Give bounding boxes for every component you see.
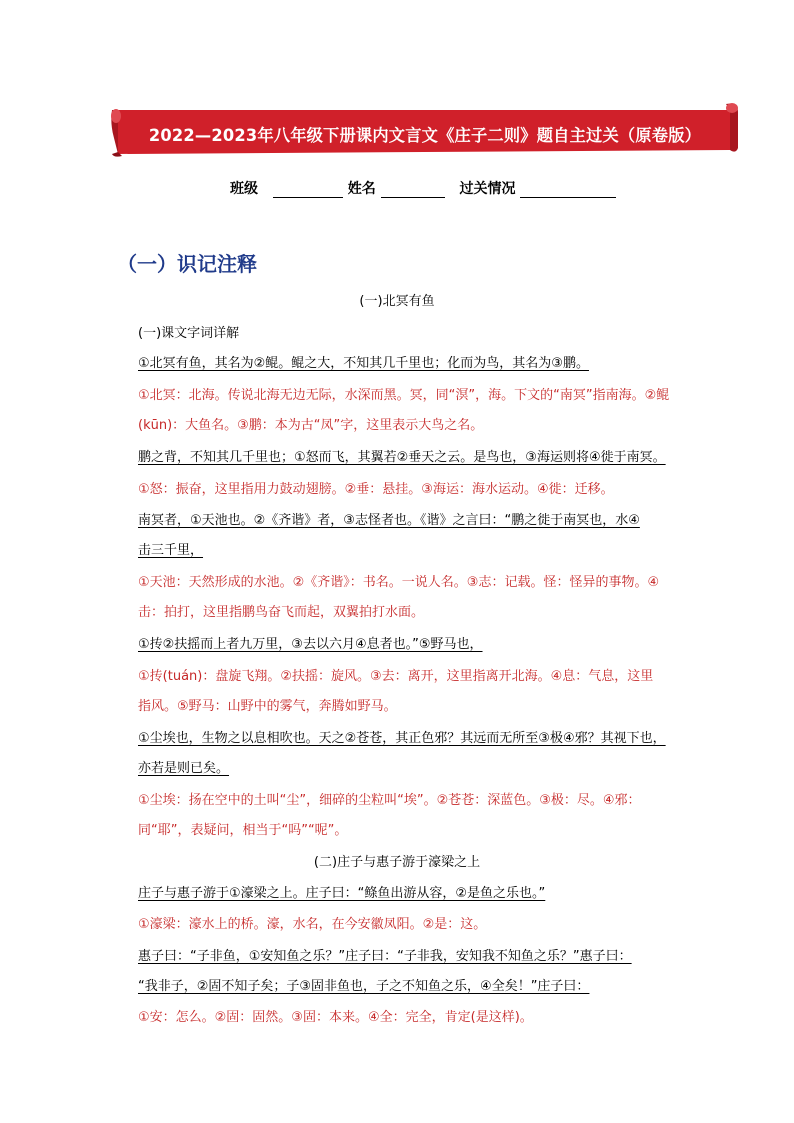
note-line: ①抟(tuán)：盘旋飞翔。②扶摇：旋风。③去：离开，这里指离开北海。④息：气息，这里 bbox=[138, 669, 654, 684]
status-blank[interactable] bbox=[520, 183, 616, 198]
title-banner bbox=[110, 102, 740, 158]
text-line: 击三千里， bbox=[138, 543, 204, 558]
note-line: 击：拍打，这里指鹏鸟奋飞而起，双翼拍打水面。 bbox=[138, 605, 425, 620]
text-line: 庄子与惠子游于①濠梁之上。庄子曰：“鲦鱼出游从容，②是鱼之乐也。” bbox=[138, 886, 546, 901]
text-line: ①尘埃也，生物之以息相吹也。天之②苍苍，其正色邪？其远而无所至③极④邪？其视下也， bbox=[138, 731, 666, 746]
part2-title: (二)庄子与惠子游于濠梁之上 bbox=[313, 855, 481, 870]
status-label: 过关情况 bbox=[459, 181, 516, 197]
note-line: (kūn)：大鱼名。③鹏：本为古“凤”字，这里表示大鸟之名。 bbox=[138, 418, 484, 433]
text-line: ①北冥有鱼，其名为②鲲。鲲之大，不知其几千里也；化而为鸟，其名为③鹏。 bbox=[138, 356, 589, 371]
note-line: ①怒：振奋，这里指用力鼓动翅膀。②垂：悬挂。③海运：海水运动。④徙：迁移。 bbox=[138, 482, 614, 497]
class-blank[interactable] bbox=[273, 183, 343, 198]
note-line: ①濠梁：濠水上的桥。濠，水名，在今安徽凤阳。②是：这。 bbox=[138, 917, 487, 932]
note-line: ①北冥：北海。传说北海无边无际，水深而黑。冥，同“溟”，海。下文的“南冥”指南海。②鲲 bbox=[138, 388, 670, 403]
name-blank[interactable] bbox=[381, 183, 445, 198]
text-line: “我非子，②固不知子矣；子③固非鱼也，子之不知鱼之乐，④全矣！”庄子曰： bbox=[138, 979, 590, 994]
text-line: 南冥者，①天池也。②《齐谐》者，③志怪者也。《谐》之言曰：“鹏之徙于南冥也，水④ bbox=[138, 513, 640, 528]
note-line: ①安：怎么。②固：固然。③固：本来。④全：完全，肯定(是这样)。 bbox=[138, 1010, 533, 1025]
name-label: 姓名 bbox=[347, 181, 376, 197]
note-line: 指风。⑤野马：山野中的雾气，奔腾如野马。 bbox=[138, 699, 397, 714]
note-line: ①尘埃：扬在空中的土叫“尘”，细碎的尘粒叫“埃”。②苍苍：深蓝色。③极：尽。④邪： bbox=[138, 793, 641, 808]
part1-subheading: (一)课文字词详解 bbox=[138, 326, 240, 341]
document-title: 2022—2023年八年级下册课内文言文《庄子二则》题自主过关（原卷版） bbox=[148, 126, 702, 145]
student-info-row bbox=[230, 178, 616, 198]
note-line: ①天池：天然形成的水池。②《齐谐》：书名。一说人名。③志：记载。怪：怪异的事物。④ bbox=[138, 575, 660, 590]
text-line: ①抟②扶摇而上者九万里，③去以六月④息者也。”⑤野马也， bbox=[138, 637, 483, 652]
section-heading: （一）识记注释 bbox=[117, 252, 257, 276]
text-line: 鹏之背，不知其几千里也；①怒而飞，其翼若②垂天之云。是鸟也，③海运则将④徙于南冥。 bbox=[138, 450, 666, 465]
note-line: 同“耶”，表疑问，相当于“吗”“呢”。 bbox=[138, 823, 348, 838]
part1-title: (一)北冥有鱼 bbox=[359, 294, 435, 309]
class-label: 班级 bbox=[230, 181, 258, 197]
text-line: 亦若是则已矣。 bbox=[138, 761, 230, 776]
text-line: 惠子曰：“子非鱼，①安知鱼之乐？”庄子曰：“子非我，安知我不知鱼之乐？”惠子曰： bbox=[138, 949, 632, 964]
